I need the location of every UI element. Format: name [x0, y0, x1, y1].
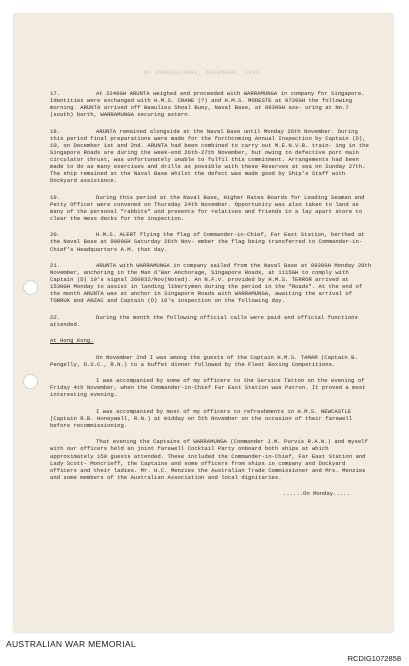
hong-kong-paragraph: That evening the Captains of WARRAMUNGA (Commander J.M. Purvis R.A.N.) and myself with our officers held an joint farewell Cocktail Party onboard both ships at which approximately 150 guests attended. These included the Commander-in-Chief, Far East Station and Lady Scott- Moncrieff, the Captains and some officers from ships in company and Dockyard officers and their ladies. Mr. H.C. Menzies the Australian Trade Commissioner and Mrs. Menzies and some members of the Australian Association and local dignitaries.: [50, 438, 368, 481]
hong-kong-paragraph: On November 2nd I was among the guests of the Captain H.M.S. TAMAR (Captain B. Pengelly, D.S.C., R.N.) to a buffet dinner followed by the Fleet Boxing Competitions.: [50, 353, 358, 368]
institution-label: AUSTRALIAN WAR MEMORIAL: [6, 639, 136, 649]
archive-footer: [0, 632, 409, 666]
paragraph-22: 22. During the month the following official calls were paid and official functions attended.: [50, 313, 358, 328]
page-header: OF PROCEEDINGS, DECEMBER, 1953: [144, 69, 260, 76]
paragraph-18: 18. ARUNTA remained alongside at the Naval Base until Monday 26th November. During this period final preparations were made for the forthcoming Annual Inspection by Captain (D), 10, on December 1st and 2nd. ARUNTA had been combined to carry out M.E.N.V.B. train- ing in the Singapore Roads are during the week-end 26th-27th November, but owing to defective port main circulator thrust, was unfortunately unable to fulfil this commitment. Arrangements had been made to do as many exercises and drills as possible with these Reserves at sea on Sunday 27th. The ship remained at the Naval Base whilst the defect was made good by Ship's Staff with Dockyard assistance.: [50, 127, 369, 185]
section-heading: At Hong Kong.: [50, 337, 94, 345]
paragraph-19: 19. During this period at the Naval Base, Higher Rates Boards for Leading Seaman and Petty Officer were convened on Thursday 24th November. Opportunity was also taken to land as many of the personal "rabbits" and presents for relatives and friends in a lay apart store to clear the mess decks for the inspection.: [50, 193, 365, 222]
hong-kong-paragraph: I was accompanied by most of my officers to refreshments in H.M.S. NEWCASTLE (Captain R.B. Honeywell, R.N.) at midday on 5th November on the occasion of their farewell before recommissioning.: [50, 407, 353, 429]
punch-hole: [23, 374, 38, 389]
reference-id: RCDIG1072858: [347, 654, 401, 663]
paragraph-21: 21. ARUNTA with WARRAMUNGA in company sailed from the Naval Base at 0930GH Monday 28th November, anchoring in the Man O'War Anchorage, Singapore Roads, at 1115GH to comply with Captain (D) 10's signal 260832/Nov(Noted). An N.F.V. provided by H.M.S. TERROR arrived at 1530GH Monday to assist in landing libertymen during the period in the "Roads". At the end of the month ARUNTA was at anchor in Singapore Roads with WARRAMUNGA, awaiting the arrival of TOBRUK and ANZAC and Captain (D) 10's inspection on the following day.: [50, 261, 372, 305]
document-body: [50, 90, 372, 507]
document-page: [14, 14, 393, 632]
continuation-note: ......On Monday.....: [282, 490, 350, 498]
paragraph-17: 17. At 2240GH ARUNTA weighed and proceeded with WARRAMUNGA in company for Singapore. Identities were exchanged with H.M.S. CRANE (?) and H.M.S. MODESTE at 0720GH the following morning. ARUNTA arrived off Beaulieu Shoal Buoy, Naval Base, at 0930GH ass- uring at No.7 (south) berth, WARRAMUNGA securing astern.: [50, 90, 365, 119]
punch-hole: [23, 280, 38, 295]
hong-kong-paragraph: I was accompanied by some of my officers to the Service Tattoo on the evening of Friday 4th November, when the Commander-in-Chief Far East Station was Patron. It proved a most interesting evening.: [50, 377, 366, 399]
paragraph-20: 20. H.M.S. ALERT flying the flag of Commander-in-Chief, Far East Station, berthed at the Naval Base at 0900GH Saturday 26th Nov- ember the flag being transferred to Commander-in-Chief's Headquarters A.M. that day.: [50, 231, 365, 253]
